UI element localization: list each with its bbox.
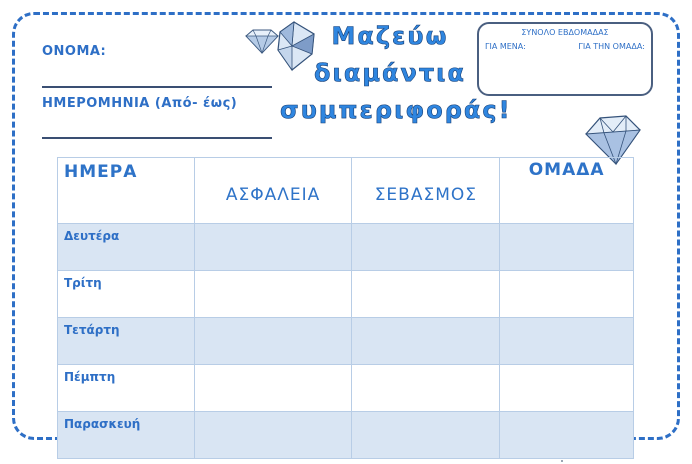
- day-label: Τετάρτη: [58, 318, 195, 365]
- weekly-total-heading: ΣΥΝΟΛΟ ΕΒΔΟΜΑΔΑΣ: [521, 28, 609, 37]
- safety-cell[interactable]: [194, 318, 352, 365]
- day-label: Δευτέρα: [58, 224, 195, 271]
- respect-cell[interactable]: [352, 318, 500, 365]
- respect-cell[interactable]: [352, 365, 500, 412]
- day-label: Παρασκευή: [58, 412, 195, 459]
- total-for-team-label: ΓΙΑ ΤΗΝ ΟΜΑΔΑ:: [578, 42, 645, 51]
- title-line-2: διαμάντια: [314, 59, 466, 87]
- header-safety: ΑΣΦΑΛΕΙΑ: [194, 158, 352, 224]
- header-respect: ΣΕΒΑΣΜΟΣ: [352, 158, 500, 224]
- header-day: ΗΜΕΡΑ: [58, 158, 195, 224]
- respect-cell[interactable]: [352, 412, 500, 459]
- title-line-3: συμπεριφοράς!: [280, 96, 512, 124]
- safety-cell[interactable]: [194, 271, 352, 318]
- respect-cell[interactable]: [352, 271, 500, 318]
- table-row: [58, 412, 634, 459]
- name-label: ΟΝΟΜΑ:: [42, 44, 107, 59]
- team-cell[interactable]: [500, 224, 634, 271]
- team-cell[interactable]: [500, 318, 634, 365]
- safety-cell[interactable]: [194, 224, 352, 271]
- total-for-me-label: ΓΙΑ ΜΕΝΑ:: [485, 42, 526, 51]
- header-team: ΟΜΑΔΑ: [500, 158, 634, 224]
- safety-cell[interactable]: [194, 412, 352, 459]
- team-cell[interactable]: [500, 271, 634, 318]
- team-cell[interactable]: [500, 412, 634, 459]
- table-row: [58, 224, 634, 271]
- day-label: Πέμπτη: [58, 365, 195, 412]
- team-cell[interactable]: [500, 365, 634, 412]
- title-line-1: Μαζεύω: [331, 22, 449, 50]
- date-label: ΗΜΕΡΟΜΗΝΙΑ (Από- έως): [42, 96, 238, 111]
- behavior-table: [57, 157, 634, 459]
- table-row: [58, 318, 634, 365]
- respect-cell[interactable]: [352, 224, 500, 271]
- day-label: Τρίτη: [58, 271, 195, 318]
- name-line[interactable]: [42, 86, 272, 88]
- table-row: [58, 271, 634, 318]
- weekly-total-box: [477, 22, 653, 96]
- safety-cell[interactable]: [194, 365, 352, 412]
- table-header-row: [58, 158, 634, 224]
- table-row: [58, 365, 634, 412]
- date-line[interactable]: [42, 137, 272, 139]
